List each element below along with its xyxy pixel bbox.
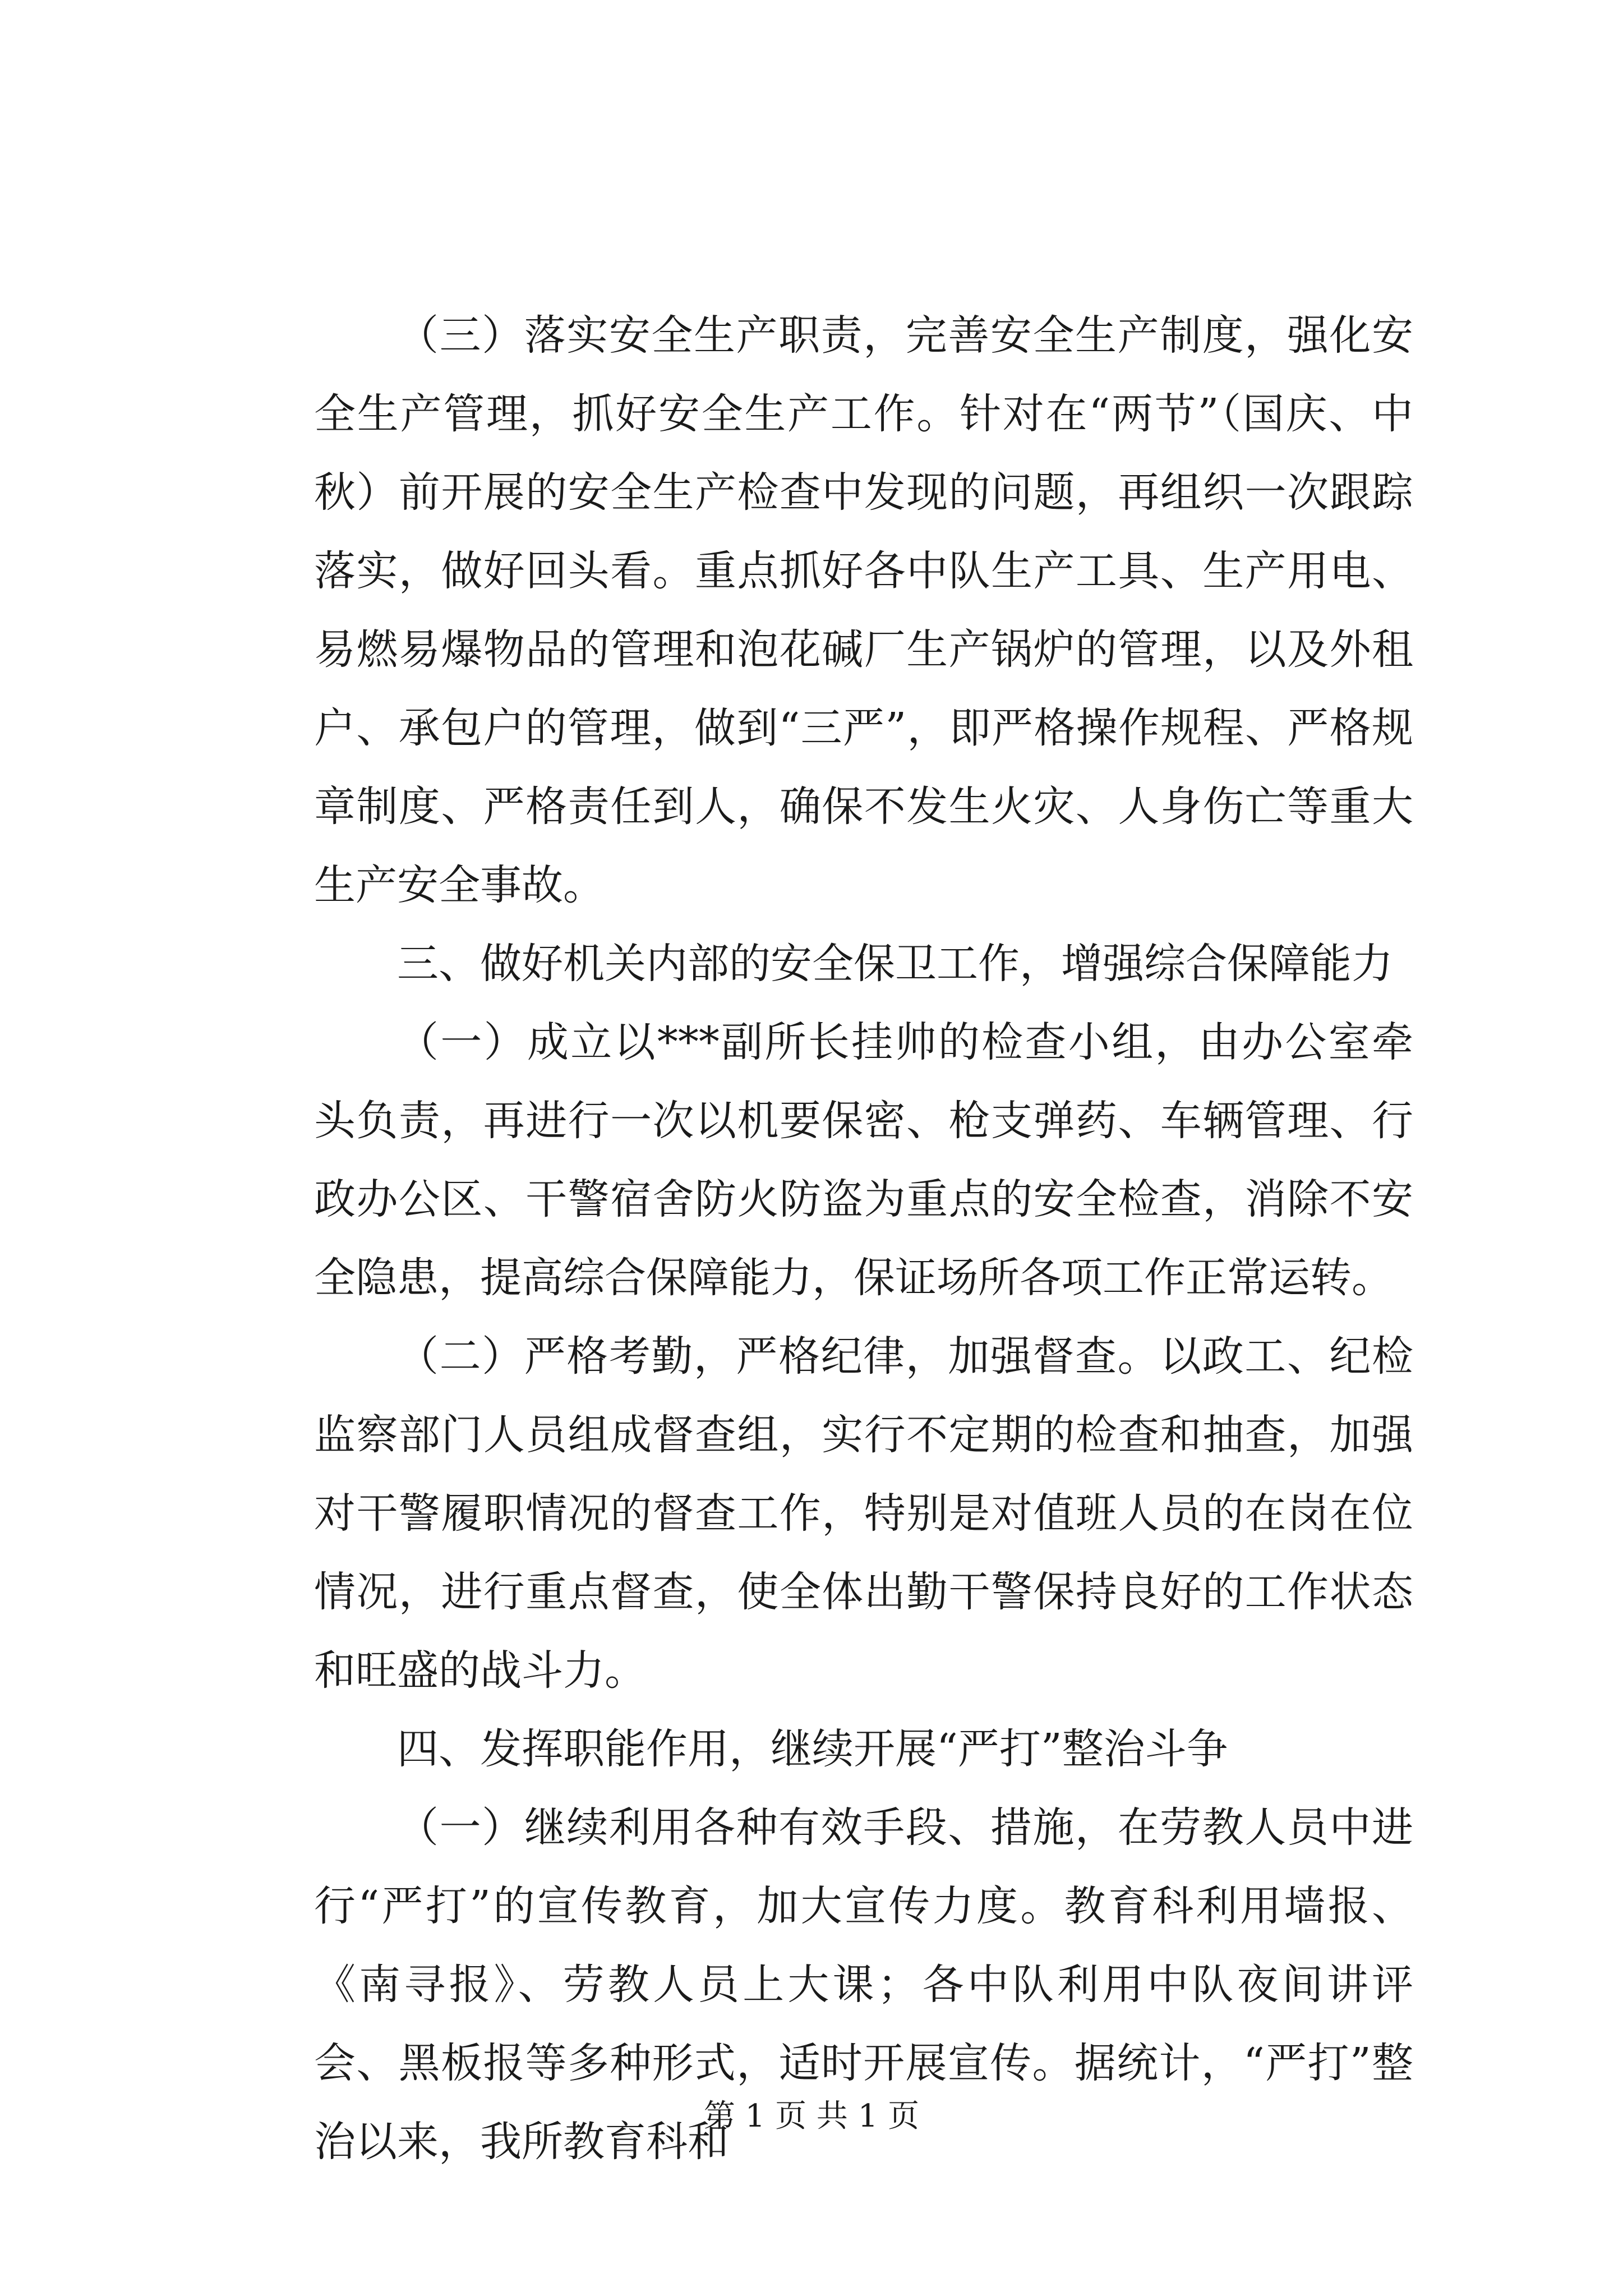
paragraph-inspection-team: （一）成立以***副所长挂帅的检查小组，由办公室牵头负责，再进行一次以机要保密、枪支弹药、车辆管理、行政办公区、干警宿舍防火防盗为重点的安全检查，消除不安全隐患，提高综合保障能力，保证场所各项工作正常运转。 [314,1018,1413,1302]
page-footer: 第 1 页 共 1 页 [703,2098,920,2134]
section-heading-internal-security: 三、做好机关内部的安全保卫工作，增强综合保障能力 [397,940,1393,988]
paragraph-attendance-discipline: （二）严格考勤，严格纪律，加强督查。以政工、纪检监察部门人员组成督查组，实行不定期的检查和抽查，加强对干警履职情况的督查工作，特别是对值班人员的在岗在位情况，进行重点督查，使全体出勤干警保持良好的工作状态和旺盛的战斗力。 [314,1332,1413,1695]
section-heading-strike-hard: 四、发挥职能作用，继续开展“严打”整治斗争 [397,1725,1228,1773]
document-body [314,296,1413,2181]
paragraph-safety-production: （三）落实安全生产职责，完善安全生产制度，强化安全生产管理，抓好安全生产工作。针对在“两节”（国庆、中秋）前开展的安全生产检查中发现的问题，再组织一次跟踪落实，做好回头看。重点抓好各中队生产工具、生产用电、易燃易爆物品的管理和泡花碱厂生产锅炉的管理，以及外租户、承包户的管理，做到“三严”，即严格操作规程、严格规章制度、严格责任到人，确保不发生火灾、人身伤亡等重大生产安全事故。 [314,311,1413,909]
paragraph-publicity-education: （一）继续利用各种有效手段、措施，在劳教人员中进行“严打”的宣传教育，加大宣传力度。教育科利用墙报、《南寻报》、劳教人员上大课；各中队利用中队夜间讲评会、黑板报等多种形式，适时开展宣传。据统计，“严打”整治以来，我所教育科和 [314,1803,1413,2166]
